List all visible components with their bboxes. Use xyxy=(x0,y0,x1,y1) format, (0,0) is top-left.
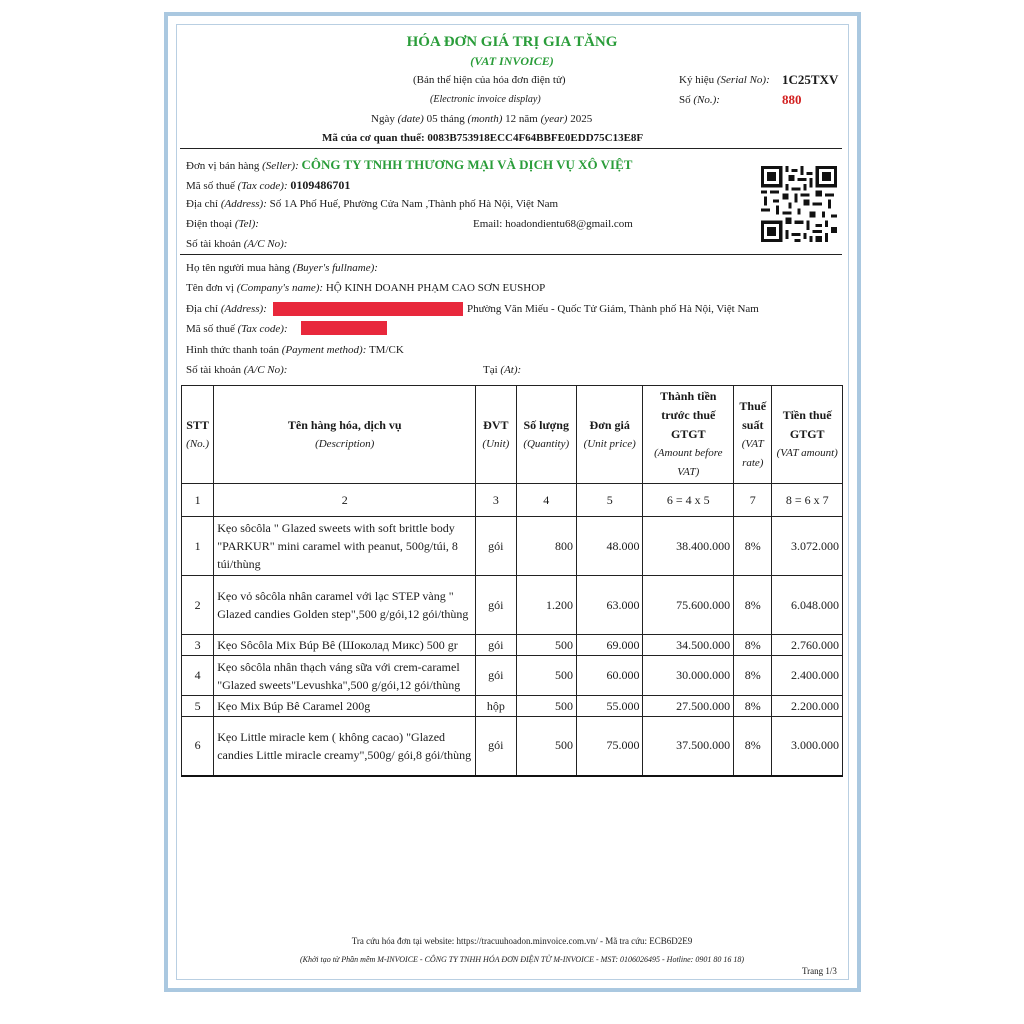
serial-label-vi: Ký hiệu xyxy=(679,74,715,86)
row-description: Kẹo Sôcôla Mix Búp Bê (Шоколад Микс) 500 gr xyxy=(214,635,476,656)
qr-code-icon xyxy=(760,166,838,242)
col-header-en: (Description) xyxy=(315,437,375,450)
row-quantity: 800 xyxy=(516,517,576,576)
col-header-vat-rate xyxy=(734,386,772,484)
row-vat-rate: 8% xyxy=(734,696,772,717)
seller-phone-label-en: (Tel): xyxy=(234,218,259,230)
redacted-tax-code xyxy=(301,321,387,335)
seller-email: Email: hoadondientu68@gmail.com xyxy=(473,218,633,230)
col-header-vat-amount xyxy=(772,386,843,484)
table-row xyxy=(182,517,843,576)
seller-tax-label-en: (Tax code): xyxy=(237,180,288,192)
index-cell: 5 xyxy=(576,484,643,517)
row-unit-price: 48.000 xyxy=(576,517,643,576)
row-vat-amount: 2.760.000 xyxy=(772,635,843,656)
seller-address-label: Địa chỉ xyxy=(186,198,219,210)
row-amount: 75.600.000 xyxy=(643,576,734,635)
seller-tax-label: Mã số thuế xyxy=(186,180,235,192)
buyer-tax-label-en: (Tax code): xyxy=(237,323,288,335)
row-amount: 27.500.000 xyxy=(643,696,734,717)
divider-seller xyxy=(180,254,842,255)
table-header-row xyxy=(182,386,843,484)
col-header-quantity xyxy=(516,386,576,484)
row-vat-amount: 2.400.000 xyxy=(772,656,843,696)
row-unit: gói xyxy=(476,576,516,635)
date-label: Ngày xyxy=(371,113,395,125)
seller-name-label-en: (Seller): xyxy=(262,160,299,172)
row-amount: 30.000.000 xyxy=(643,656,734,696)
buyer-address-tail: Phường Văn Miếu - Quốc Tử Giám, Thành phố Hà Nội, Việt Nam xyxy=(467,303,759,315)
date-label-en: (date) xyxy=(397,113,424,125)
number-label xyxy=(679,94,720,106)
footer-generator: (Khởi tạo từ Phần mềm M-INVOICE - CÔNG TY TNHH HÓA ĐƠN ĐIỆN TỬ M-INVOICE - MST: 0106026495 - Hotline: 0901 80 16 18) xyxy=(299,955,745,964)
table-row xyxy=(182,576,843,635)
table-row xyxy=(182,717,843,776)
index-cell: 2 xyxy=(214,484,476,517)
row-vat-rate: 8% xyxy=(734,635,772,656)
display-note-vi: (Bản thể hiện của hóa đơn điện tử) xyxy=(413,74,566,86)
seller-tax-code: 0109486701 xyxy=(290,178,351,192)
row-unit: gói xyxy=(476,717,516,776)
seller-account-line xyxy=(186,238,287,250)
buyer-at-line xyxy=(483,364,521,376)
buyer-address-label: Địa chỉ xyxy=(186,303,219,315)
buyer-tax-label: Mã số thuế xyxy=(186,323,235,335)
row-amount: 37.500.000 xyxy=(643,717,734,776)
buyer-payment-label: Hình thức thanh toán xyxy=(186,344,280,356)
serial-label-en: (Serial No): xyxy=(716,74,770,86)
invoice-number: 880 xyxy=(782,92,802,107)
row-no: 3 xyxy=(182,635,214,656)
seller-address-line xyxy=(186,198,558,210)
row-unit: hộp xyxy=(476,696,516,717)
col-header-en: (VAT rate) xyxy=(741,437,764,469)
col-header-vi: Đơn giá xyxy=(589,417,630,432)
buyer-payment: TM/CK xyxy=(368,344,404,356)
col-header-en: (Unit price) xyxy=(583,437,636,450)
row-unit: gói xyxy=(476,635,516,656)
col-header-en: (Unit) xyxy=(482,437,510,450)
col-header-vi: Thuế suất xyxy=(739,398,767,432)
row-quantity: 500 xyxy=(516,696,576,717)
row-unit-price: 69.000 xyxy=(576,635,643,656)
redacted-address xyxy=(273,302,463,316)
row-vat-amount: 3.000.000 xyxy=(772,717,843,776)
date-day: 05 tháng xyxy=(426,113,465,125)
index-cell: 6 = 4 x 5 xyxy=(643,484,734,517)
date-month: 12 năm xyxy=(505,113,538,125)
index-cell: 3 xyxy=(476,484,516,517)
row-unit: gói xyxy=(476,656,516,696)
col-header-en: (VAT amount) xyxy=(776,447,838,459)
serial-label xyxy=(679,74,770,86)
row-vat-rate: 8% xyxy=(734,717,772,776)
row-amount: 34.500.000 xyxy=(643,635,734,656)
invoice-title: HÓA ĐƠN GIÁ TRỊ GIA TĂNG xyxy=(406,34,618,50)
col-header-vi: Tiền thuế GTGT xyxy=(782,408,832,441)
row-description: Kẹo Little miracle kem ( không cacao) "Glazed candies Little miracle creamy",500g/ gói,8 gói/thùng xyxy=(214,717,476,776)
col-header-vi: Thành tiền trước thuế GTGT xyxy=(660,389,717,441)
seller-account-label: Số tài khoản xyxy=(186,238,241,250)
col-header-vi: ĐVT xyxy=(483,417,509,432)
seller-name: CÔNG TY TNHH THƯƠNG MẠI VÀ DỊCH VỤ XÔ VIỆT xyxy=(301,157,633,172)
col-header-no xyxy=(182,386,214,484)
serial-value: 1C25TXV xyxy=(782,72,839,87)
buyer-at-label: Tại xyxy=(483,364,498,376)
row-vat-amount: 2.200.000 xyxy=(772,696,843,717)
col-header-en: (Amount before VAT) xyxy=(654,447,723,478)
row-quantity: 500 xyxy=(516,635,576,656)
index-cell: 1 xyxy=(182,484,214,517)
row-unit-price: 75.000 xyxy=(576,717,643,776)
seller-address-label-en: (Address): xyxy=(220,198,267,210)
invoice-subtitle: (VAT INVOICE) xyxy=(470,54,554,68)
footer-lookup: Tra cứu hóa đơn tại website: https://tracuuhoadon.minvoice.com.vn/ - Mã tra cứu: ECB6D2E9 xyxy=(351,936,693,946)
buyer-address-line xyxy=(186,303,267,315)
row-no: 1 xyxy=(182,517,214,576)
number-label-en: (No.): xyxy=(693,94,720,106)
row-description: Kẹo Mix Búp Bê Caramel 200g xyxy=(214,696,476,717)
index-cell: 4 xyxy=(516,484,576,517)
row-no: 5 xyxy=(182,696,214,717)
row-unit-price: 55.000 xyxy=(576,696,643,717)
row-no: 6 xyxy=(182,717,214,776)
buyer-company-line xyxy=(186,282,545,294)
row-description: Kẹo sôcôla " Glazed sweets with soft brittle body "PARKUR" mini caramel with peanut, 500g/túi, 8 túi/thùng xyxy=(214,517,476,576)
index-cell: 7 xyxy=(734,484,772,517)
row-no: 4 xyxy=(182,656,214,696)
buyer-account-label: Số tài khoản xyxy=(186,364,241,376)
row-unit: gói xyxy=(476,517,516,576)
seller-phone-label: Điện thoại xyxy=(186,218,233,230)
table-row xyxy=(182,656,843,696)
row-quantity: 500 xyxy=(516,656,576,696)
seller-name-line xyxy=(186,157,632,173)
col-header-en: (Quantity) xyxy=(523,437,570,450)
buyer-address-label-en: (Address): xyxy=(220,303,267,315)
seller-account-label-en: (A/C No): xyxy=(243,238,288,250)
date-month-en: (month) xyxy=(467,113,503,125)
col-header-vi: Số lượng xyxy=(523,417,569,432)
row-unit-price: 60.000 xyxy=(576,656,643,696)
row-amount: 38.400.000 xyxy=(643,517,734,576)
buyer-fullname-label-en: (Buyer's fullname): xyxy=(292,262,378,274)
row-vat-rate: 8% xyxy=(734,576,772,635)
buyer-company-label: Tên đơn vị xyxy=(186,282,234,294)
date-line xyxy=(371,113,592,125)
col-header-amount xyxy=(643,386,734,484)
seller-address: Số 1A Phố Huế, Phường Cửa Nam ,Thành phố Hà Nội, Việt Nam xyxy=(269,198,559,210)
row-unit-price: 63.000 xyxy=(576,576,643,635)
number-label-vi: Số xyxy=(679,94,691,106)
row-vat-rate: 8% xyxy=(734,656,772,696)
authority-code-label: Mã của cơ quan thuế: xyxy=(322,132,425,144)
buyer-fullname-label: Họ tên người mua hàng xyxy=(186,262,291,274)
seller-name-label: Đơn vị bán hàng xyxy=(186,160,260,172)
row-quantity: 500 xyxy=(516,717,576,776)
buyer-account-line xyxy=(186,364,287,376)
buyer-company: HỘ KINH DOANH PHẠM CAO SƠN EUSHOP xyxy=(325,282,546,294)
row-description: Kẹo vỏ sôcôla nhân caramel với lạc STEP vàng " Glazed candies Golden step",500 g/gói,12 gói/thùng xyxy=(214,576,476,635)
table-index-row xyxy=(182,484,843,517)
buyer-fullname-line xyxy=(186,262,378,274)
buyer-tax-line xyxy=(186,323,288,335)
seller-tax-line xyxy=(186,178,350,193)
date-year: 2025 xyxy=(570,113,593,125)
items-table xyxy=(181,385,843,777)
table-row xyxy=(182,696,843,717)
divider-header xyxy=(180,148,842,149)
buyer-account-label-en: (A/C No): xyxy=(243,364,288,376)
buyer-payment-label-en: (Payment method): xyxy=(281,344,367,356)
col-header-vi: Tên hàng hóa, dịch vụ xyxy=(287,417,402,432)
col-header-en: (No.) xyxy=(186,437,210,450)
authority-code-line xyxy=(322,132,643,144)
row-vat-amount: 6.048.000 xyxy=(772,576,843,635)
table-row xyxy=(182,635,843,656)
row-quantity: 1.200 xyxy=(516,576,576,635)
row-vat-rate: 8% xyxy=(734,517,772,576)
col-header-unit xyxy=(476,386,516,484)
buyer-at-label-en: (At): xyxy=(500,364,522,376)
row-no: 2 xyxy=(182,576,214,635)
index-cell: 8 = 6 x 7 xyxy=(772,484,843,517)
col-header-description xyxy=(214,386,476,484)
date-year-en: (year) xyxy=(540,113,568,125)
authority-code: 0083B753918ECC4F64BBFE0EDD75C13E8F xyxy=(427,132,644,144)
page-number: Trang 1/3 xyxy=(802,966,837,976)
row-description: Kẹo sôcôla nhân thạch váng sữa với crem-caramel "Glazed sweets"Levushka",500 g/gói,12 gói/thùng xyxy=(214,656,476,696)
buyer-payment-line xyxy=(186,344,404,356)
display-note-en: (Electronic invoice display) xyxy=(430,94,541,105)
col-header-vi: STT xyxy=(186,417,209,432)
seller-phone-line xyxy=(186,218,259,230)
buyer-company-label-en: (Company's name): xyxy=(236,282,324,294)
row-vat-amount: 3.072.000 xyxy=(772,517,843,576)
col-header-unit-price xyxy=(576,386,643,484)
